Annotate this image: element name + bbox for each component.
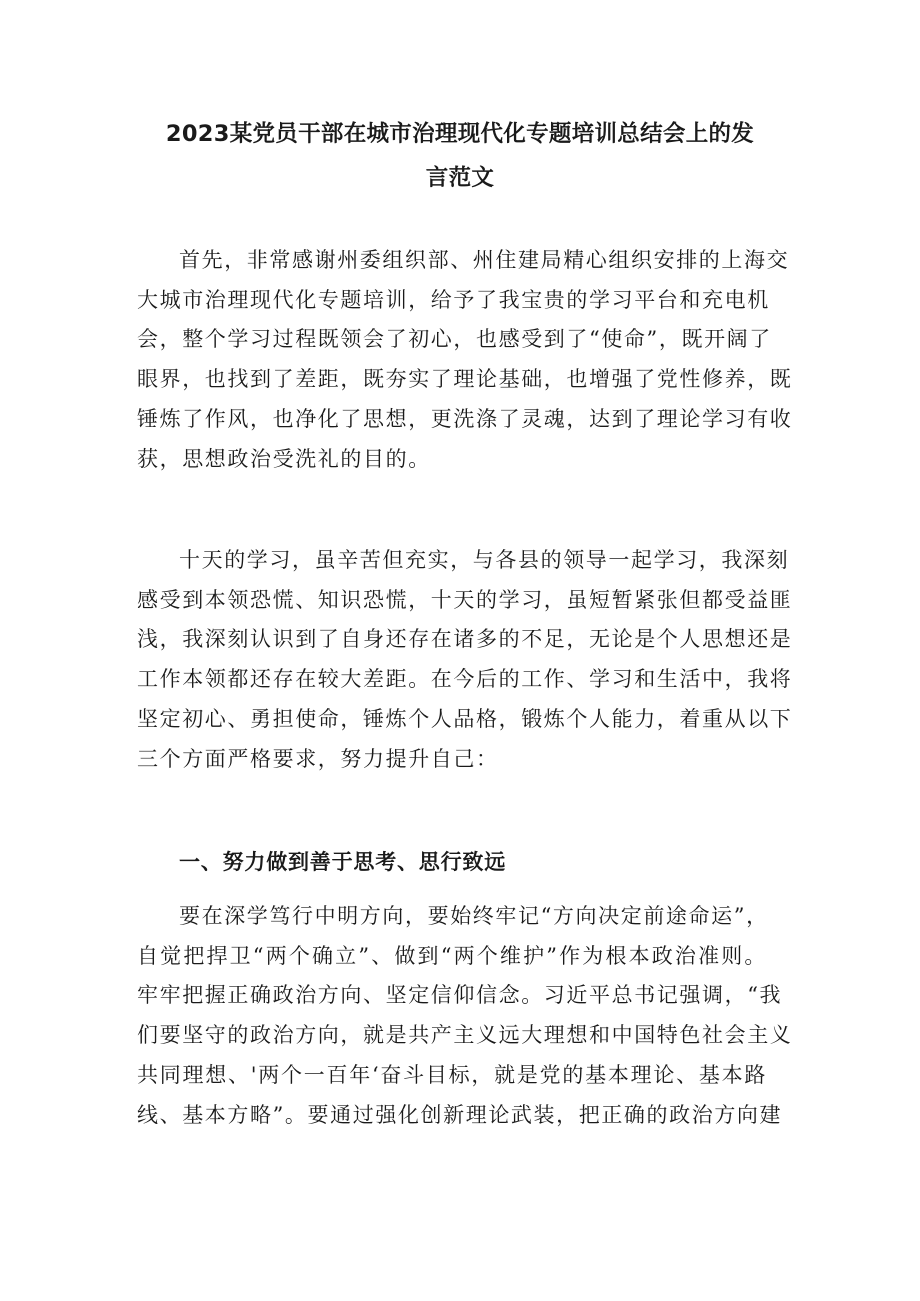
paragraph-line: 会，整个学习过程既领会了初心，也感受到了“使命”，既开阔了 <box>137 327 772 352</box>
paragraph-line: 要在深学笃行中明方向，要始终牢记“方向决定前途命运”， <box>179 904 769 928</box>
paragraph-line: 首先，非常感谢州委组织部、州住建局精心组织安排的上海交 <box>179 248 790 272</box>
paragraph-direction <box>137 897 793 1135</box>
paragraph-line: 坚定初心、勇担使命，锤炼个人品格，锻炼个人能力，着重从以下 <box>137 706 793 731</box>
paragraph-line: 十天的学习，虽辛苦但充实，与各县的领导一起学习，我深刻 <box>179 548 790 572</box>
paragraph-line: 们要坚守的政治方向，就是共产主义远大理想和中国特色社会主义 <box>137 1023 793 1048</box>
paragraph-line: 锤炼了作风，也净化了思想，更洗涤了灵魂，达到了理论学习有收 <box>137 406 793 431</box>
paragraph-line: 三个方面严格要求，努力提升自己： <box>137 746 499 771</box>
paragraph-line: 自觉把捍卫“两个确立”、做到“两个维护”作为根本政治准则。 <box>137 943 767 968</box>
paragraph-line: 获，思想政治受洗礼的目的。 <box>137 446 431 471</box>
title-line: 2023某党员干部在城市治理现代化专题培训总结会上的发 <box>165 121 755 147</box>
paragraph-line: 大城市治理现代化专题培训，给予了我宝贵的学习平台和充电机 <box>137 287 770 312</box>
paragraph-line: 工作本领都还存在较大差距。在今后的工作、学习和生活中，我将 <box>137 667 793 692</box>
paragraph-line: 共同理想、'两个一百年‘奋斗目标，就是党的基本理论、基本路 <box>137 1062 767 1087</box>
document-title <box>130 112 790 200</box>
paragraph-study <box>137 541 793 779</box>
section-heading-1: 一、努力做到善于思考、思行致远 <box>179 850 506 874</box>
paragraph-line: 感受到本领恐慌、知识恐慌，十天的学习，虽短暂紧张但都受益匪 <box>137 587 793 612</box>
paragraph-line: 浅，我深刻认识到了自身还存在诸多的不足，无论是个人思想还是 <box>137 627 793 652</box>
paragraph-line: 牢牢把握正确政治方向、坚定信仰信念。习近平总书记强调，“我 <box>137 983 783 1008</box>
paragraph-line: 眼界，也找到了差距，既夯实了理论基础，也增强了党性修养，既 <box>137 367 793 392</box>
paragraph-line: 线、基本方略”。要通过强化创新理论武装，把正确的政治方向建 <box>137 1102 783 1127</box>
paragraph-intro <box>137 241 793 479</box>
title-line: 言范文 <box>425 165 495 191</box>
